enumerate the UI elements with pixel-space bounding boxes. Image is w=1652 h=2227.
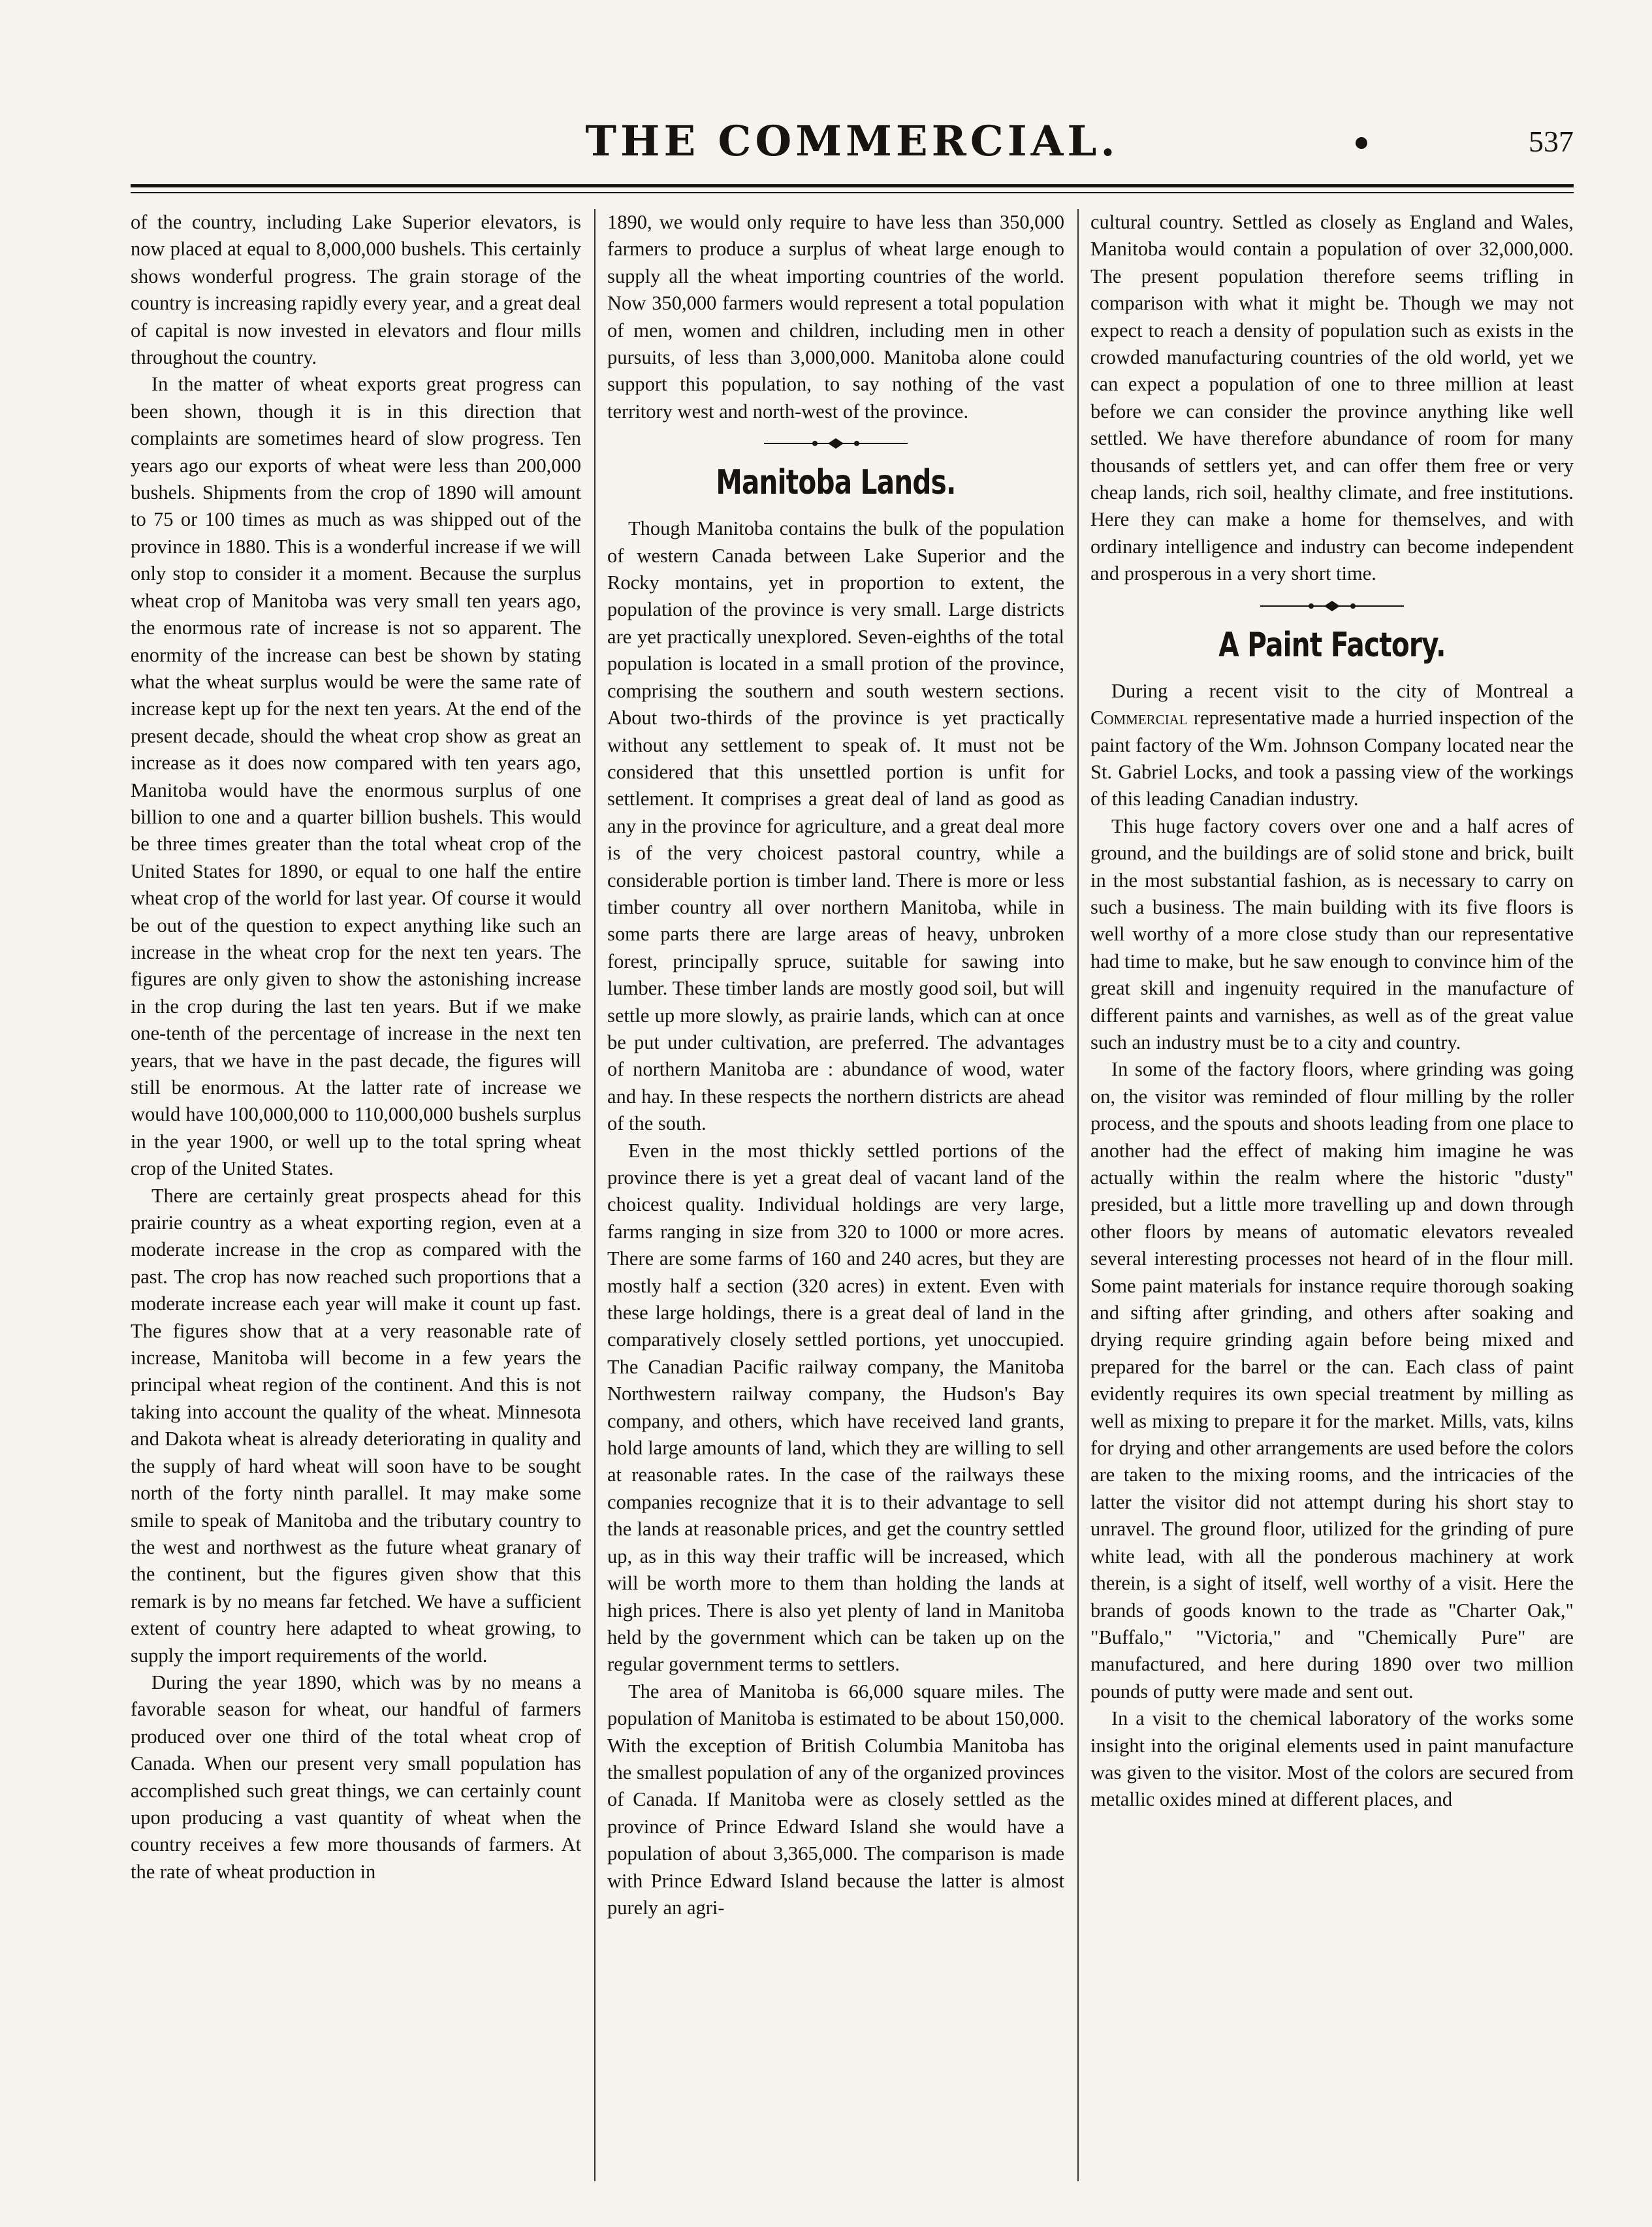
article-paragraph: In the matter of wheat exports great progress can been shown, though it is in this direction that complaints are sometimes heard of slow progress. Ten years ago our exports of wheat were less than 200,000 bushels. Shipments from the crop of 1890 will amount to 75 or 100 times as much as was shipped out of the province in 1880. This is a wonderful increase if we will only stop to consider it a moment. Because the surplus wheat crop of Manitoba was very small ten years ago, the enormous rate of increase is not so apparent. The enormity of the increase can best be shown by stating what the wheat surplus would be were the same rate of increase kept up for the next ten years. At the end of the present decade, should the wheat crop show as great an increase as it does now compared with ten years ago, Manitoba would have the enormous surplus of one billion to one and a quarter billion bushels. This would be three times greater than the total wheat crop of the United States for 1890, or equal to one half the entire wheat crop of the world for last year. Of course it would be out of the question to expect anything like such an increase in the wheat crop for the next ten years. The figures are only given to show the astonishing increase in the crop during the last ten years. But if we make one-tenth of the percentage of increase in the next ten years, that we have in the past decade, the figures will still be enormous. At the latter rate of increase we would have 100,000,000 to 110,000,000 bushels surplus in the year 1900, or well up to the total spring wheat crop of the United States. — [131, 373, 581, 1180]
column-divider — [594, 209, 596, 2181]
article-paragraph: This huge factory covers over one and a half acres of ground, and the buildings are of solid stone and brick, built in the most substantial fashion, as is necessary to carry on such a business. The main building with its five floors is well worthy of a more close study than our representative had time to make, but he saw enough to convince him of the great skill and ingenuity required in the manufacture of different paints and varnishes, as well as of the great value such an industry must be to a city and country. — [1090, 814, 1574, 1053]
column-1 — [131, 209, 581, 2181]
article-paragraph: During the year 1890, which was by no means a favorable season for wheat, our handful of farmers produced over one third of the total wheat crop of Canada. When our present very small population has accomplished such great things, we can certainly count upon producing a vast quantity of wheat when the country receives a few more thousands of farmers. At the rate of wheat production in — [131, 1671, 581, 1883]
article-paragraph: In a visit to the chemical laboratory of the works some insight into the original elements used in paint manufacture was given to the visitor. Most of the colors are secured from metallic oxides mined at different places, and — [1090, 1707, 1574, 1811]
article-paragraph: There are certainly great prospects ahead for this prairie country as a wheat exporting region, even at a moderate increase in the crop as compared with the past. The crop has now reached such proportions that a moderate increase each year will make it count up fast. The figures show that at a very reasonable rate of increase, Manitoba will become in a few years the principal wheat region of the continent. And this is not taking into account the quality of the wheat. Minnesota and Dakota wheat is already deteriorating in quality and the supply of hard wheat will soon have to be sought north of the forty ninth parallel. It may make some smile to speak of Manitoba and the tributary country to the west and northwest as the future wheat granary of the continent, but the figures given show that this remark is by no means far fetched. We have a sufficient extent of country here adapted to wheat growing, to supply the import requirements of the world. — [131, 1184, 581, 1667]
article-paragraph: of the country, including Lake Superior elevators, is now placed at equal to 8,000,000 bushels. This certainly shows wonderful progress. The grain storage of the country is increasing rapidly every year, and a great deal of capital is now invested in elevators and flour mills throughout the country. — [131, 211, 581, 369]
publication-name: Commercial — [1090, 707, 1188, 729]
masthead-ornament — [1356, 137, 1367, 149]
article-paragraph: cultural country. Settled as closely as England and Wales, Manitoba would contain a population of over 32,000,000. The present population therefore seems trifling in comparison with what it might be. Though we may not expect to reach a density of population such as exists in the crowded manufacturing countries of the old world, yet we can expect a population of one to three million at least before we can consider the province anything like well settled. We have therefore abundance of room for many thousands of settlers yet, and can offer them free or very cheap lands, rich soil, healthy climate, and free institutions. Here they can make a home for themselves, and with ordinary intelligence and industry can become independent and prosperous in a very short time. — [1090, 211, 1574, 585]
header-rule — [131, 184, 1574, 187]
section-divider-ornament — [757, 434, 914, 453]
column-divider — [1077, 209, 1079, 2181]
column-3 — [1090, 209, 1574, 2181]
article-paragraph: Even in the most thickly settled portions of the province there is yet a great deal of vacant land of the choicest quality. Individual holdings are very large, farms ranging in size from 320 to 1000 or more acres. There are some farms of 160 and 240 acres, but they are mostly half a section (320 acres) in extent. Even with these large holdings, there is a great deal of land in the comparatively closely settled portions, yet unoccupied. The Canadian Pacific railway company, the Manitoba Northwestern railway company, the Hudson's Bay company, and others, which have received land grants, hold large amounts of land, which they are willing to sell at reasonable rates. In the case of the railways these companies recognize that it is to their advantage to sell the lands at reasonable prices, and get the country settled up, as in this way their traffic will be increased, which will be worth more to them than holding the lands at high prices. There is also yet plenty of land in Manitoba held by the government which can be taken up on the regular government terms to settlers. — [607, 1139, 1064, 1676]
article-paragraph: Though Manitoba contains the bulk of the population of western Canada between Lake Superior and the Rocky montains, yet in proportion to extent, the population of the province is very small. Large districts are yet practically unexplored. Seven-eighths of the total population is located in a small protion of the province, comprising the southern and south western sections. About two-thirds of the province is yet practically without any settlement to speak of. It must not be considered that this unsettled portion is unfit for settlement. It comprises a great deal of land as good as any in the province for agriculture, and a great deal more is of the very choicest pastoral country, while a considerable portion is timber land. There is more or less timber country all over northern Manitoba, while in some parts there are large areas of heavy, unbroken forest, principally spruce, suitable for sawing into lumber. These timber lands are mostly good soil, but will settle up more slowly, as prairie lands, which can at once be put under cultivation, are preferred. The advantages of northern Manitoba are : abundance of wood, water and hay. In these respects the northern districts are ahead of the south. — [607, 517, 1064, 1135]
masthead — [131, 115, 1574, 168]
page-number: 537 — [1529, 125, 1574, 158]
article-paragraph: The area of Manitoba is 66,000 square miles. The population of Manitoba is estimated to be about 150,000. With the exception of British Columbia Manitoba has the smallest population of any of the organized provinces of Canada. If Manitoba were as closely settled as the province of Prince Edward Island she would have a population of about 3,365,000. The comparison is made with Prince Edward Island because the latter is almost purely an agri- — [607, 1680, 1064, 1919]
headline-manitoba-lands: Manitoba Lands. — [716, 463, 956, 503]
article-paragraph — [1090, 678, 1574, 813]
header-rule-thin — [131, 192, 1574, 193]
article-paragraph: 1890, we would only require to have less than 350,000 farmers to produce a surplus of wheat large enough to supply all the wheat importing countries of the world. Now 350,000 farmers would represent a total population of men, women and children, including men in other pursuits, of less than 3,000,000. Manitoba alone could support this population, to say nothing of the vast territory west and north-west of the province. — [607, 211, 1064, 423]
text-run: representative made a hurried inspection of the paint factory of the Wm. Johnson Company located near the St. Gabriel Locks, and took a passing view of the workings of this leading Canadian industry. — [1090, 707, 1574, 810]
text-run: During a recent visit to the city of Montreal a — [1111, 679, 1574, 702]
headline-paint-factory: A Paint Factory. — [1218, 625, 1446, 665]
article-paragraph: In some of the factory floors, where grinding was going on, the visitor was reminded of flour milling by the roller process, and the spouts and shoots leading from one place to another had the effect of making him imagine he was actually within the realm where the historic "dusty" presided, but a little more travelling up and down through other floors by means of automatic elevators revealed several interesting processes not heard of in the flour mill. Some paint materials for instance require thorough soaking and sifting after grinding, and others after soaking and drying require grinding again before being mixed and prepared for the barrel or the can. Each class of paint evidently requires its own special treatment by milling as well as mixing to prepare it for the market. Mills, vats, kilns for drying and other arrangements are used before the colors are taken to the mixing rooms, and the intricacies of the latter the visitor did not attempt during his short stay to unravel. The ground floor, utilized for the grinding of pure white lead, with all the ponderous machinery at work therein, is a sight of itself, well worthy of a visit. Here the brands of goods known to the trade as "Charter Oak," "Buffalo," "Victoria," and "Chemically Pure" are manufactured, and here during 1890 over two million pounds of putty were made and sent out. — [1090, 1058, 1574, 1703]
column-2 — [607, 209, 1064, 2181]
section-divider-ornament — [1254, 597, 1410, 615]
masthead-title: THE COMMERCIAL. — [585, 117, 1119, 166]
